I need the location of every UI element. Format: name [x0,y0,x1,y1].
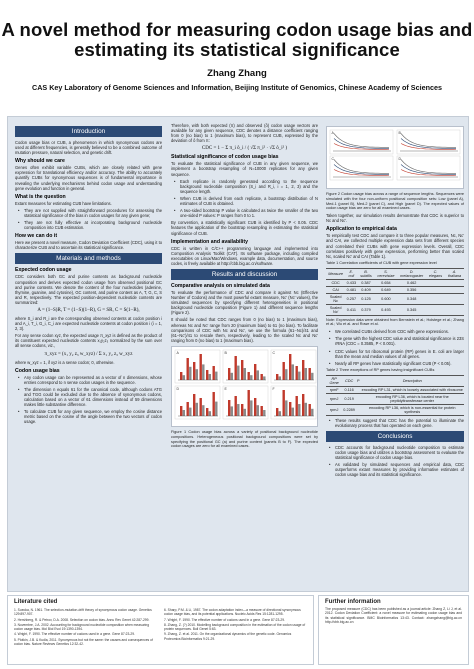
figure-2-panel-label: C [331,157,335,161]
figure-1-bar [292,364,294,380]
expected-text-2: where S_i and R_i are the corresponding observed contents at codon position i and A_i, T_i, G_i, C_i are expected nucleotide contents at codon position i (i = 1, 2, 3). [15,315,162,332]
figure-1-bar [285,400,287,416]
figure-1-panel-label: D [176,386,180,391]
table-1-header-cell: B. subtilis [357,268,374,279]
table-cell: CAI [326,286,345,293]
figure-1-bar [254,364,256,380]
figure-1-bar [285,369,287,380]
poster-body [7,116,469,592]
table-cell: 0.387 [357,279,374,286]
figure-1-bar [279,411,281,416]
figure-1-panel-label: B [224,350,227,355]
why-heading: Why should we care [15,158,65,165]
table-row [326,293,464,304]
poster-title: A novel method for measuring codon usage bias and estimating its statistical significance [1,19,473,60]
equation-cdc: CDC = 1 − Σ π_i ô_i / ( √Σ π_i² · √Σ ô_i² ) [201,146,288,152]
figure-2-panel-label: B [398,131,401,135]
table-1 [326,268,464,316]
table-cell: 0.356 [397,286,426,293]
stat-bullet: • When CUB is derived from each replicate, a bootstrap distribution of N estimates of CUB is obtained. [177,196,318,206]
figure-1-bar [189,367,191,380]
figure-2-panel-label: D [398,157,402,161]
figure-1-bar [215,402,217,416]
stat-bullet: • A two-sided bootstrap P value is calculated as twice the smaller of the two one-sided P values: P ranges from 0 to 1. [177,208,318,218]
figure-1-panel-label: C [272,350,276,355]
figure-1-bar [237,404,239,416]
expected-text: CDC considers both GC and purine contents as background nucleotide composition and derives expected codon usage from observed positional GC and purine contents. We denote the content of the four nucleotides (adenine, thymine, guanine, and cytosine), GC content, and purine content as A, T, G, C, S and R, respectively. The expected position-dependent nucleotide contents are summarized: [15,274,162,305]
figure-1-bar [250,375,252,380]
figure-1-bar [228,368,230,380]
reference-item: 5. Plotkin, J.B. & Kudla, 2011. Synonymous but not the same: the causes and consequences of codon bias. Nature Reviews Genetics 12:32-42. [14,637,153,647]
literature-heading: Literature cited [14,599,58,605]
column-middle [171,123,318,587]
figure-1-bar [311,409,313,416]
table-cell: 0.600 [375,293,398,304]
table-cell: 0.2289 [342,404,356,415]
table-2-header-cell: P [356,375,361,386]
table-cell: 0.257 [345,293,357,304]
table-cell [426,304,445,315]
table-1-header-cell: C. elegans [426,268,445,279]
figure-1-bar [283,390,285,416]
figure-1-bar [209,411,211,416]
table-cell: 0.379 [357,304,374,315]
cub-bullet: • Any codon usage can be represented as a vector of n dimensions, whose entries correspond to n sense codon usages in the sequence. [21,375,162,385]
figure-1-bar [309,404,311,416]
figure-1-panel-label: E [224,386,227,391]
figure-2 [326,126,464,189]
figure-1-bar [241,360,243,380]
figure-1-bar [189,408,191,416]
figure-1-bar [263,410,265,416]
table-row [326,393,464,404]
table-cell: rpmJ [326,404,342,415]
how-heading: How we can do it [15,233,58,240]
cub-bullet: • The dimension n equals 61 for the canonical code, although codons ATG and TGG could be excluded due to the absence of synonymous codons, calculation based on a vector of 61 dimensions instead of 59 dimensions makes little substantive difference. [21,387,162,407]
figure-1-bar [196,369,198,380]
table-cell: 0.411 [345,304,357,315]
stat-text: To evaluate the statistical significance of CUB in any given sequence, we implement a bootstrap resampling of N=10000 replicates for any given sequence. [171,161,318,177]
table-cell: 0.116 [342,386,356,393]
figure-1-bar [305,403,307,416]
figure-1-bar [261,374,263,380]
table-1-header-row [326,268,464,279]
section-results: Results and discussion [171,269,318,280]
figure-1-bar [250,400,252,416]
comp-text: To evaluate the performance of CDC and compare it against Nc (Effective Number of Codons) and the most powerful extant measure, Nc′ (Nc′ values), the simulated sequences by specifying different heterogeneities in positional background nucleotide composition (Figure 1) and different sequence lengths (Figure 2). [171,289,318,316]
figure-1-bar [276,408,278,416]
figure-1-bar [244,368,246,380]
figure-1-bar [296,396,298,416]
figure-1-bar [187,358,189,380]
question-bullet: • They are not supplied with straightforward procedures for assessing the statistical significance of the bias in codon usages for any given gene; [21,208,162,218]
cdc-text: Therefore, with both expected (π) and observed (ô) codon usage vectors are available for any given sequence, CDC denotes a distance coefficient ranging from 0 (no bias) to 1 (maximum bias), to represent CUB, expressed by the deviation of ô from π: [171,123,318,144]
figure-1-bar [263,376,265,380]
figure-1-bar [196,403,198,416]
table-row [326,386,464,393]
intro-text: Codon usage bias or CUB, a phenomenon in which synonymous codons are used at different frequencies, is generally believed to be a combined outcome of mutation pressure, natural selection, and genetic drift. [15,140,162,156]
figure-1-bar [302,360,304,380]
reference-item: 7. Wright, F. 1990. The effective number of codons used in a gene. Gene 87:23-29. [164,617,285,622]
why-text: Genes often exhibit variable CUBs, which are closely related with gene expression for translational efficiency and/or accuracy. The ability to accurately quantify CUBs for synonymous sequences is of fundamental importance in revealing the underlying mechanisms behind codon usage and understanding gene evolution and function in general. [15,165,162,191]
figure-1-bar [200,354,202,380]
references-left [14,608,156,647]
figure-1-bar [305,368,307,380]
table-cell: 0.219 [342,393,356,404]
emp-heading: Application to empirical data [326,226,397,233]
figure-1-bar [183,375,185,380]
table-cell: 0.654 [375,279,398,286]
table-cell: 0.649 [375,286,398,293]
table-2-caption: Table 2 Three exceptions of RP genes having insignificant CUBs [326,367,435,372]
equation-expected-content: A = (1−S)R, T = (1−S)(1−R), G = SR, C = S(1−R), [37,307,140,313]
figure-1-bar [206,408,208,416]
figure-1-chart [172,347,317,421]
table-cell: 0.348 [397,293,426,304]
figure-1-bar [187,402,189,416]
conclusion-bullet: • As validated by simulated sequences and empirical data, CDC outperforms extant measures by providing informative estimates of codon usage bias and its statistical significance. [332,462,464,477]
table-row [326,279,464,286]
emp-bullet: • CDC values for 54 ribosomal protein (RP) genes in E. coli are larger than the mean and median values of all genes. [332,349,464,359]
figure-1-bar [309,368,311,380]
question-text: Extant measures for estimating CUB have limitations. [15,200,112,206]
question-heading: What is the question [15,193,66,200]
figure-1-bar [279,376,281,380]
figure-1-bar [209,374,211,380]
table-cell: Scaled Nc′ [326,304,345,315]
comp-heading: Comparative analysis on simulated data [171,282,270,289]
table-1-header-cell: A. thaliana [445,268,464,279]
figure-1-bar [213,392,215,416]
figure-1-bar [257,370,259,380]
figure-1-bar [235,356,237,380]
table-2-header-row [326,375,464,386]
figure-1-bar [235,396,237,416]
reference-item: 8. Zhang, Z. (?) 2010. Modelling background composition in the estimation of the codon usage of protein sequences. Bull Genet 5:63. [164,622,306,632]
equation-expected-usage: π_xyz = (x₁ y₂ z₃ w_xyz) / Σ x₁ y₂ z₃ w_xyz [44,351,133,357]
table-cell: 0.125 [357,293,374,304]
figure-1-bar [241,404,243,416]
figure-1-bar [180,406,182,416]
stat-heading: Statistical significance of codon usage bias [171,154,279,161]
figure-1-bar [183,410,185,416]
figure-1-bar [248,372,250,380]
figure-2-chart [327,127,463,183]
how-text: Here we present a novel measure, Codon Deviation Coefficient (CDC), using it to characterize CUB and to ascertain its statistical significance. [15,240,162,251]
table-2-body [326,386,464,415]
table-1-header-cell: Measure [326,268,345,279]
further-text: The proposed measure (CDC) has been published as a journal article: Zhang Z, Li J, et al. 2012. Codon Deviation Coefficient: a novel measure for estimating codon usage bias and its statistical significance. BMC Bioinformatics 13:43. Contact: zhangzhang@big.ac.cn http://cbb.big.ac.cn [325,607,462,625]
reference-item: 1. Sueoka, N. 1961. The selection-mutation-drift theory of synonymous codon usage. Genetics 129:897-907. [14,608,152,617]
figure-1-bar [228,400,230,416]
table-cell: rpmJ [326,393,342,404]
figure-1-bar [296,366,298,380]
figure-2-panel-label: A [331,131,334,135]
table-cell: rpmF [326,386,342,393]
reference-item: 4. Wright, F. 1990. The effective number of codons used in a gene. Gene 87:23-29. [14,632,135,637]
figure-1-bar [257,405,259,416]
table-2-header-cell: RP Gene [326,375,342,386]
figure-1-panel-label: F [272,386,275,391]
stat-text-2: By convention, a statistically significant CUB is identified by P < 0.05. CDC features the application of the bootstrap resampling in estimating the statistical significance of CUB. [171,220,318,236]
section-materials: Materials and methods [15,253,162,264]
figure-1-caption: Figure 1 Codon usage bias across a variety of positional background nucleotide compositions. Heterogeneous positional background compositions were set by specifying the positional GC (a) and purine content (panels B to F). The expected codon usages are zero for all examined cases. [171,429,318,449]
table-cell [445,286,464,293]
column-left [15,123,162,587]
cub-bullet: • To calculate CUB for any given sequence, we employ the cosine distance metric based on the cosine of the angle between the two vectors of codon usage. [21,409,162,424]
figure-1-bar [311,373,313,380]
table2-bullet: • These results suggest that CDC has the potential to illuminate the evolutionary process that has operated on each gene. [332,418,464,428]
figure-1-panel-label: A [176,350,179,355]
figure-1-bar [292,408,294,416]
table-cell: 0.433 [346,280,357,285]
figure-2-panel [397,156,460,180]
impl-text: CDC is written in C/C++ programming language and implemented into Composition Analysis Toolkit (CAT). Its software package, including compiled executables on Linux/Mac/Windows, example data, documentation, and source codes, is freely available at http://cbb.big.ac.cn/software. [171,245,318,266]
table-cell: 0.481 [346,287,357,292]
table-cell [445,304,464,315]
stat-bullets [171,179,318,219]
table-row [326,404,464,415]
figure-1-bar [283,362,285,380]
table-cell: encoding RP L36, which is located near the peptidyltransferase center [360,393,464,404]
figure-1-bar [215,372,217,380]
expected-heading: Expected codon usage [15,267,72,274]
figure-1-bar [289,354,291,380]
figure-1-bar [298,404,300,416]
impl-heading: Implementation and availability [171,238,248,245]
table2-bullets [326,418,464,428]
table-2-header-cell: CDC [342,375,356,386]
table-1-body [326,279,464,315]
figure-1-bar [302,394,304,416]
reference-item: 2. Hershberg, R. & Petrov, D.A. 2008. Selection on codon bias. Annu Rev Genet 42:287-299. [14,617,150,622]
table-cell: 0.409 [357,286,374,293]
emp-bullets [326,329,464,366]
emp-bullet: • We correlated CUBs derived from CDC with gene expressions. [332,329,464,334]
table-cell: Scaled Nc [326,293,345,304]
table-row [326,286,464,293]
table-cell [445,293,464,304]
question-bullet: • They are not fully effective at incorporating background nucleotide composition into CUB estimation. [21,220,162,230]
table-1-header-cell: E. coli [345,268,357,279]
figure-1-bar [231,373,233,380]
figure-2-panel [330,156,393,180]
figure-1-bar [237,366,239,380]
table-1-header-cell: S. cerevisiae [375,268,398,279]
table-2-header-cell: Description [360,375,464,386]
figure-1-bar [193,394,195,416]
table-row [326,304,464,315]
figure-2-panel [397,130,460,154]
expected-text-4: where w_xyz = 1, if xyz is a sense codon; 0, otherwise. [15,359,115,365]
figure-1-bar [276,374,278,380]
figure-2-panel [330,130,393,154]
table-cell: 0.345 [397,304,426,315]
figure-1-bar [202,364,204,380]
table-cell: encoding RP L31, which is loosely associated with ribosome [361,387,463,392]
table-cell [426,293,445,304]
references-right [164,608,306,642]
further-info-box [318,595,469,665]
reference-item: 6. Sharp, P.M. & Li, 1987. The codon adaptation index—a measure of directional synonymous codon usage bias, and its potential applications. Nucleic Acids Res 15:1281-1295. [164,608,301,617]
cub-heading: Codon usage bias [15,367,60,374]
question-bullets [15,208,162,230]
table-cell [426,279,445,286]
section-conclusions: Conclusions [326,431,464,442]
figure-2-caption: Figure 2 Codon usage bias across a range of sequence lengths. Sequences were simulated with the four non-uniform positional composition sets: Low (panel A), Med-1 (panel B), Med-2 (panel C), and High (panel D). The expected values of codon usage bias are zero for all examined cases. [326,192,464,211]
conclusion-bullet: • CDC accounts for background nucleotide composition to estimate codon usage bias and utilizes a bootstrap assessment to evaluate the statistical significance of codon usage bias. [332,445,464,460]
table-2 [326,375,464,416]
section-introduction: Introduction [15,126,162,137]
figure-1-bar [244,409,246,416]
figure-1-bar [261,406,263,416]
cub-bullets [15,375,162,425]
literature-box [7,595,314,665]
table-cell: encoding RP L36, which is non-essential for protein synthesis [360,404,464,415]
reference-item: 3. Novembre, J.A. 2002. Accounting for background nucleotide composition when measuring codon usage bias. Mol Biol Evol 19:1390-1394. [14,622,150,632]
poster-header [0,0,474,110]
figure-1-bar [289,402,291,416]
table-cell [445,279,464,286]
reference-item: 9. Zhang, Z. et al. 2011. On the organizational dynamics of the genetic code. Genomics Proteomics Bioinformatics 9:21-29. [164,632,292,641]
table-1-caption: Table 1 Correlation coefficients of CUB with gene expression level [326,260,437,265]
further-heading: Further information [325,599,381,605]
comp-text-2: It should be noted that CDC ranges from 0 (no bias) to 1 (maximum bias), whereas Nc and Nc′ range from 20 (maximum bias) to 61 (no bias). To facilitate comparisons of CDC with Nc and Nc′, we use the formula (61−Nc)/41 and (61−Nc′)/41 to rescale them, respectively, leading to the scaled Nc and Nc′ ranging from 0 (no bias) to 1 (maximum bias). [171,317,318,343]
figure-1-bar [231,406,233,416]
figure-1-bar [213,366,215,380]
emp-bullet: • The gene with the highest CDC value and statistical significance is 23S rRNA (CDC = 0.3585, P < 0.001). [332,336,464,346]
figure-1 [171,346,318,427]
affiliation: CAS Key Laboratory of Genome Sciences and Information, Beijing Institute of Genomics, Chinese Academy of Sciences [32,83,442,92]
table-cell: CDC [326,279,345,286]
figure-1-bar [200,398,202,416]
poster-footer [7,595,467,663]
emp-bullet: • Nearly all RP genes have statistically significant CUB (P < 0.05). [332,361,464,366]
figure-1-bar [254,398,256,416]
stat-bullet: • Each replicate is randomly generated according to the sequence background nucleotide composition (S_i and R_i, i = 1, 2, 3) and the sequence length. [177,179,318,194]
table-1-note: Note: Expression data were obtained from Bernstein et al.; Holstege et al.; Zhang et al.; Wu et al. and Rowe et al. [326,317,464,327]
table-cell [426,286,445,293]
expected-text-3: For any sense codon xyz, the expected usage π_xyz is defined as the product of its constituent expected nucleotide contents x₁y₂z₃ normalized by the sum over all sense codons, viz., [15,333,162,349]
table-1-header-cell: D. melanogaster [397,268,426,279]
figure-1-bar [248,390,250,416]
figure-1-bar [206,370,208,380]
fig2-text: Taken together, our simulation results demonstrate that CDC is superior to Nc and Nc′. [326,213,464,224]
column-right [326,123,464,587]
figure-1-bar [298,372,300,380]
conclusion-bullets [326,445,464,478]
emp-text: To empirically test CDC and compare it to three popular measures, Nc, Nc′ and CAI, we collected multiple expression data sets from different species and correlated their CUBs with gene expression levels. Overall, CDC correlates positively with gene expression, performing better than scaled Nc, scaled Nc′ and CAI (Table 1). [326,233,464,259]
table-cell: 0.493 [375,304,398,315]
figure-1-bar [202,405,204,416]
figure-1-bar [193,362,195,380]
table-cell: 0.462 [397,279,426,286]
author: Zhang Zhang [207,68,267,79]
figure-1-bar [180,372,182,380]
